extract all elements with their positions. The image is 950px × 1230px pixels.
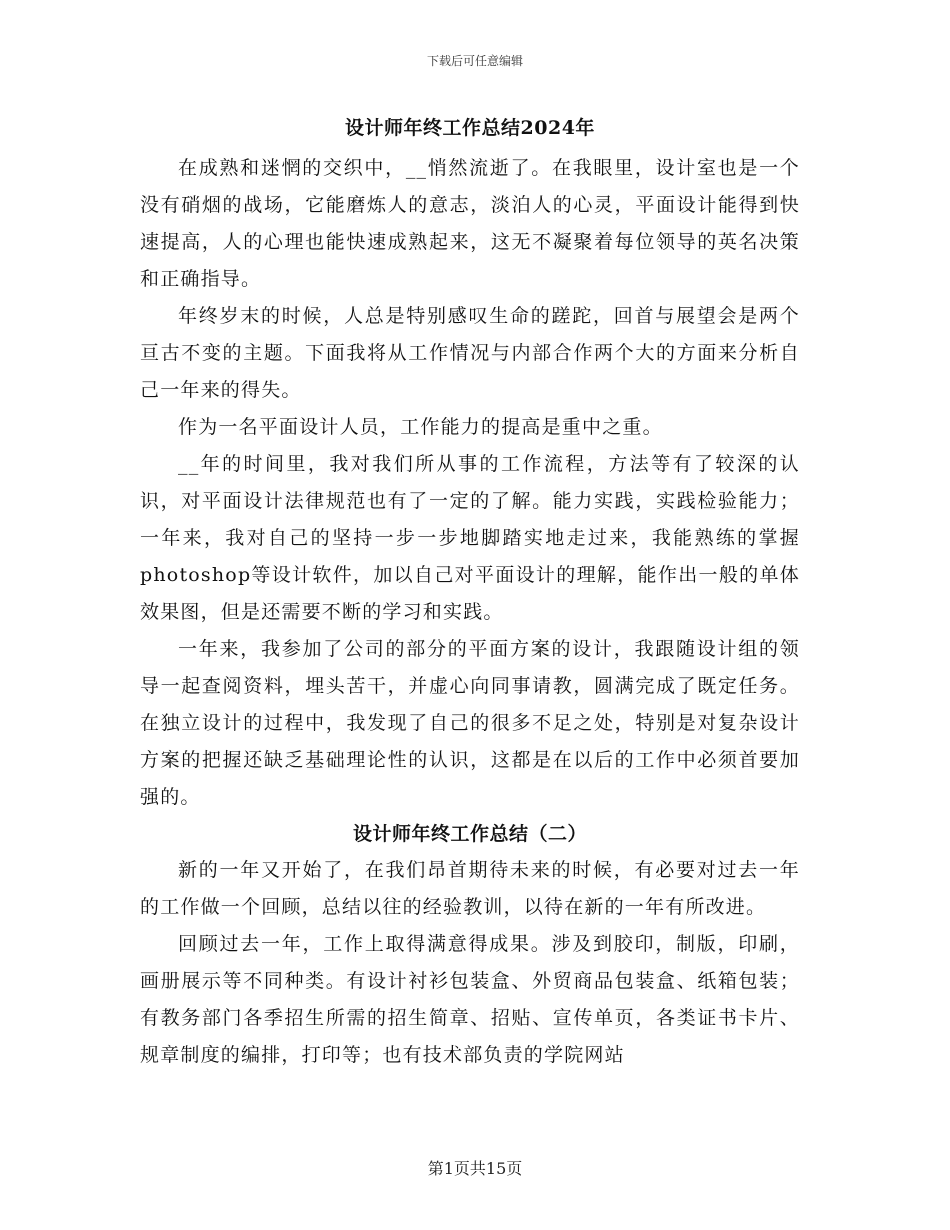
- section-title-2: 设计师年终工作总结（二）: [352, 823, 587, 845]
- paragraph: 年终岁末的时候，人总是特别感叹生命的蹉跎，回首与展望会是两个亘古不变的主题。下面我将从工作情况与内部合作两个大的方面来分析自己一年来的得失。: [140, 305, 800, 401]
- section-title-1: 设计师年终工作总结2024年: [345, 117, 595, 139]
- document-body: [140, 112, 800, 1074]
- paragraph: 在成熟和迷惘的交织中，__悄然流逝了。在我眼里，设计室也是一个没有硝烟的战场，它能磨炼人的意志，淡泊人的心灵，平面设计能得到快速提高，人的心理也能快速成熟起来，这无不凝聚着每位领导的英名决策和正确指导。: [140, 157, 800, 290]
- paragraph: 作为一名平面设计人员，工作能力的提高是重中之重。: [178, 416, 663, 438]
- paragraph: 回顾过去一年，工作上取得满意得成果。涉及到胶印，制版，印刷，画册展示等不同种类。有设计衬衫包装盒、外贸商品包装盒、纸箱包装；有教务部门各季招生所需的招生简章、招贴、宣传单页，各类证书卡片、规章制度的编排，打印等；也有技术部负责的学院网站: [140, 933, 800, 1066]
- page-header: 下载后可任意编辑: [426, 54, 523, 68]
- page-footer: 第1页共15页: [427, 1159, 523, 1178]
- paragraph: 新的一年又开始了，在我们昂首期待未来的时候，有必要对过去一年的工作做一个回顾，总结以往的经验教训，以待在新的一年有所改进。: [140, 859, 800, 918]
- paragraph: 一年来，我参加了公司的部分的平面方案的设计，我跟随设计组的领导一起查阅资料，埋头苦干，并虚心向同事请教，圆满完成了既定任务。在独立设计的过程中，我发现了自己的很多不足之处，特别是对复杂设计方案的把握还缺乏基础理论性的认识，这都是在以后的工作中必须首要加强的。: [140, 638, 800, 808]
- paragraph: __年的时间里，我对我们所从事的工作流程，方法等有了较深的认识，对平面设计法律规范也有了一定的了解。能力实践，实践检验能力；一年来，我对自己的坚持一步一步地脚踏实地走过来，我能熟练的掌握photoshop等设计软件，加以自己对平面设计的理解，能作出一般的单体效果图，但是还需要不断的学习和实践。: [140, 453, 800, 623]
